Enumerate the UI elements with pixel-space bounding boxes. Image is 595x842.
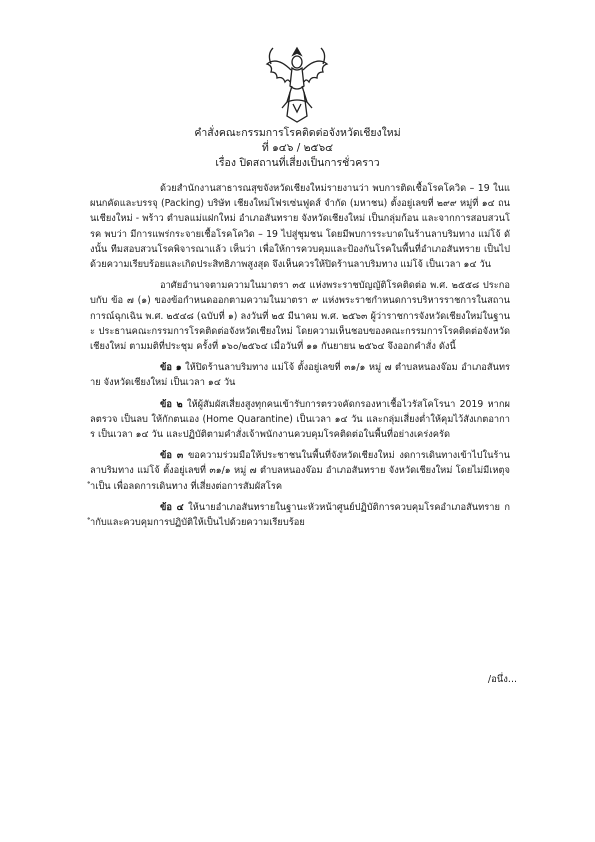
clause-2-text: ให้ผู้สัมผัสเสี่ยงสูงทุกคนเข้ารับการตรวจคัดกรองหาเชื้อไวรัสโคโรนา 2019 หากผลตรวจ เป็นลบ ให้กักตนเอง (Home Quarantine) เป็นเวลา ๑๔ วัน และกลุ่มเสี่ยงต่ำให้คุมไว้สังเกตอาการ เป็นเวลา ๑๔ วัน และปฏิบัติตามคำสั่งเจ้าพนักงานควบคุมโรคติดต่อในพื้นที่อย่างเคร่งครัด [90, 398, 510, 441]
order-title: คำสั่งคณะกรรมการโรคติดต่อจังหวัดเชียงใหม่ [194, 127, 401, 139]
clause-4-text: ให้นายอำเภอสันทรายในฐานะหัวหน้าศูนย์ปฏิบัติการควบคุมโรคอำเภอสันทราย กำกับและควบคุมการปฏิบัติให้เป็นไปด้วยความเรียบร้อย [90, 501, 510, 529]
clause-2 [90, 397, 510, 443]
clause-4 [90, 500, 510, 530]
clause-2-label: ข้อ ๒ [160, 398, 183, 410]
clause-3-text: ขอความร่วมมือให้ประชาชนในพื้นที่จังหวัดเชียงใหม่ งดการเดินทางเข้าไปในร้านลาบริมทาง แม่โจ้ ตั้งอยู่เลขที่ ๓๑/๑ หมู่ ๗ ตำบลหนองจ๊อม อำเภอสันทราย จังหวัดเชียงใหม่ โดยไม่มีเหตุจำเป็น เพื่อลดการเดินทาง ที่เสี่ยงต่อการสัมผัสโรค [90, 450, 510, 492]
continuation-note: /อนึ่ง... [487, 674, 517, 685]
paragraph-background: ด้วยสำนักงานสาธารณสุขจังหวัดเชียงใหม่รายงานว่า พบการติดเชื้อโรคโควิด – 19 ในแผนกคัดและบรรจุ (Packing) บริษัท เชียงใหม่โฟรเซ่นฟูดส์ จำกัด (มหาชน) ตั้งอยู่เลขที่ ๒๙๙ หมู่ที่ ๑๔ ถนนเชียงใหม่ - พร้าว ตำบลแม่แฝกใหม่ อำเภอสันทราย จังหวัดเชียงใหม่ เป็นกลุ่มก้อน และจากการสอบสวนโรค พบว่า มีการแพร่กระจายเชื้อโรคโควิด – 19 ไปสู่ชุมชน โดยมีพบการระบาดในร้านลาบริมทาง แม่โจ้ ดังนั้น ทีมสอบสวนโรคพิจารณาแล้ว เห็นว่า เพื่อให้การควบคุมและป้องกันโรคในพื้นที่อำเภอสันทราย เป็นไปด้วยความเรียบร้อยและเกิดประสิทธิภาพสูงสุด จึงเห็นควรให้ปิดร้านลาบริมทาง แม่โจ้ เป็นเวลา ๑๔ วัน [90, 183, 510, 271]
clause-3 [90, 448, 510, 494]
garuda-emblem-icon [263, 42, 331, 126]
paragraph-authority: อาศัยอำนาจตามความในมาตรา ๓๕ แห่งพระราชบัญญัติโรคติดต่อ พ.ศ. ๒๕๕๘ ประกอบกับ ข้อ ๗ (๑) ของข้อกำหนดออกตามความในมาตรา ๙ แห่งพระราชกำหนดการบริหารราชการในสถานการณ์ฉุกเฉิน พ.ศ. ๒๕๔๘ (ฉบับที่ ๑) ลงวันที่ ๒๕ มีนาคม พ.ศ. ๒๕๖๓ ผู้ว่าราชการจังหวัดเชียงใหม่ในฐานะ ประธานคณะกรรมการโรคติดต่อจังหวัดเชียงใหม่ โดยความเห็นชอบของคณะกรรมการโรคติดต่อจังหวัดเชียงใหม่ ตามมติที่ประชุม ครั้งที่ ๑๖๐/๒๕๖๔ เมื่อวันที่ ๑๑ กันยายน ๒๕๖๔ จึงออกคำสั่ง ดังนี้ [90, 280, 510, 353]
clause-1-label: ข้อ ๑ [160, 362, 182, 374]
order-number: ที่ ๑๔๖ / ๒๕๖๔ [261, 142, 334, 154]
clause-4-label: ข้อ ๔ [160, 501, 184, 513]
order-body [90, 181, 510, 536]
clause-3-label: ข้อ ๓ [160, 450, 184, 462]
clause-1 [90, 360, 510, 390]
clause-1-text: ให้ปิดร้านลาบริมทาง แม่โจ้ ตั้งอยู่เลขที่ ๓๑/๑ หมู่ ๗ ตำบลหนองจ๊อม อำเภอสันทราย จังหวัดเชียงใหม่ เป็นเวลา ๑๔ วัน [90, 362, 510, 389]
order-subject: เรื่อง ปิดสถานที่เสี่ยงเป็นการชั่วคราว [215, 157, 380, 169]
